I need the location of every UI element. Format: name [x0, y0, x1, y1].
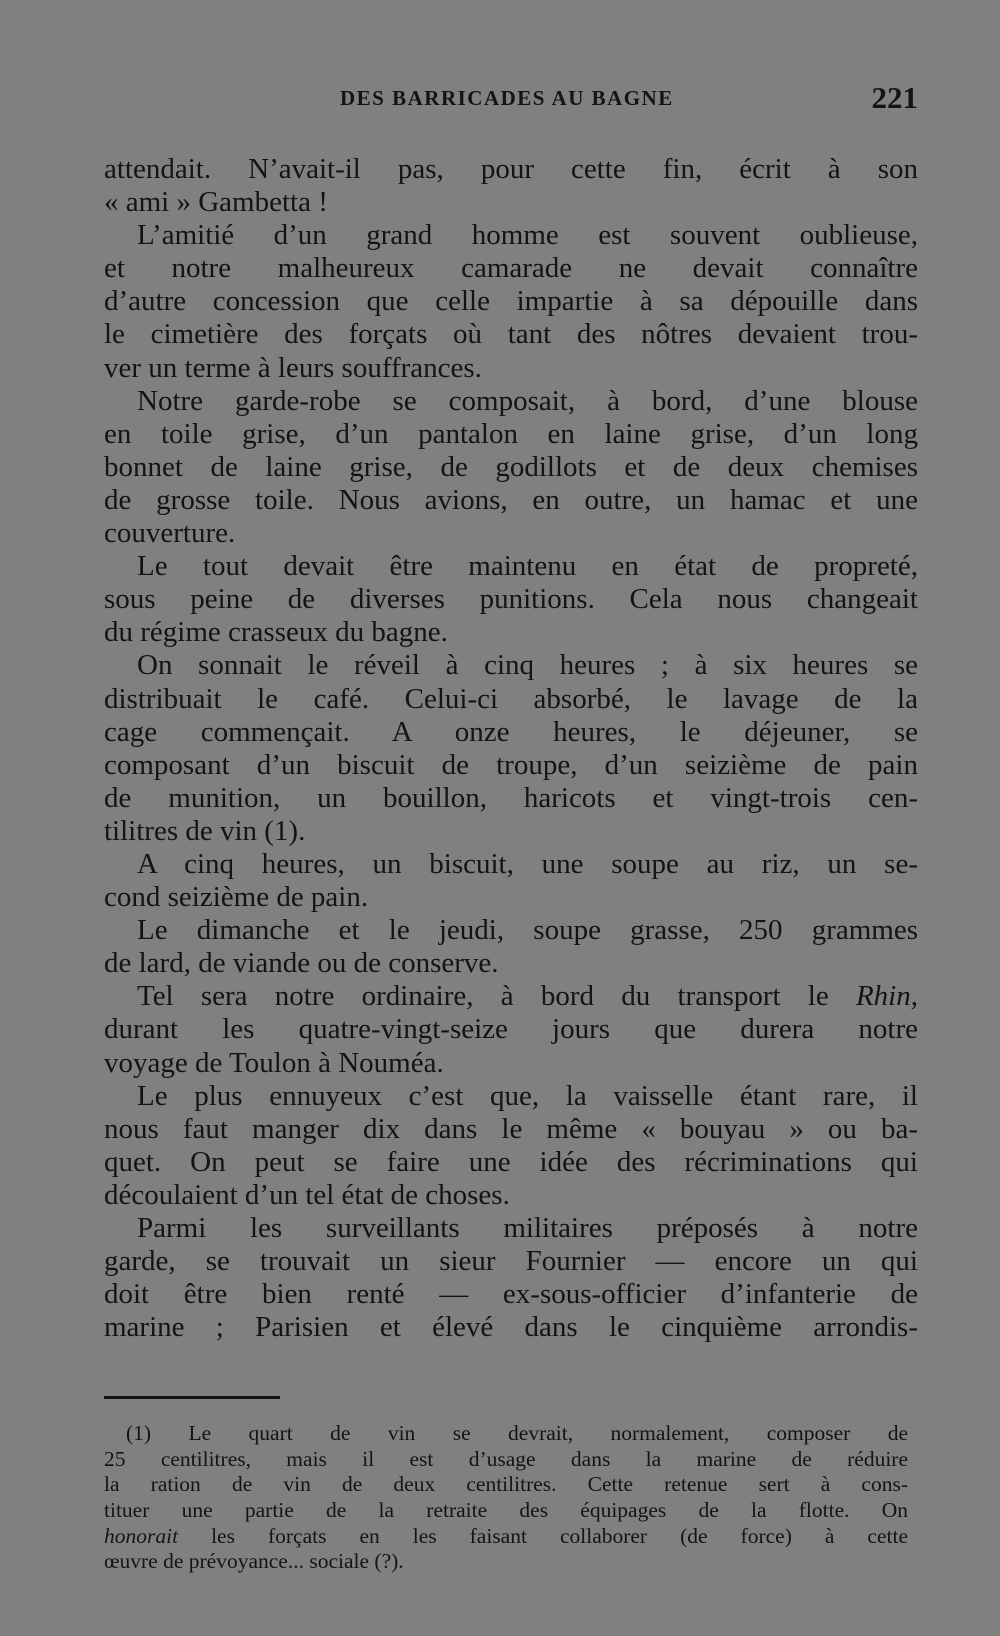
text-line: L’amitié d’un grand homme est souvent oublieuse, [137, 219, 918, 252]
running-head: DES BARRICADES AU BAGNE [340, 86, 674, 110]
footnote-line: œuvre de prévoyance... sociale (?). [104, 1549, 404, 1574]
page-number: 221 [871, 80, 918, 115]
text-line: On sonnait le réveil à cinq heures ; à six heures se [137, 649, 918, 682]
footnote-line: (1) Le quart de vin se devrait, normalement, composer de [126, 1421, 908, 1445]
text-line: bonnet de laine grise, de godillots et de deux chemises [104, 450, 918, 483]
text-line: Notre garde-robe se composait, à bord, d’une blouse [137, 384, 918, 417]
text-line: voyage de Toulon à Nouméa. [104, 1046, 444, 1079]
text-line: marine ; Parisien et élevé dans le cinquième arrondis- [104, 1311, 918, 1344]
text-line: A cinq heures, un biscuit, une soupe au riz, un se- [137, 847, 918, 880]
text-line: de grosse toile. Nous avions, en outre, un hamac et une [104, 483, 918, 516]
text-line: Le dimanche et le jeudi, soupe grasse, 250 grammes [137, 914, 918, 947]
text-line: cage commençait. A onze heures, le déjeuner, se [104, 715, 918, 748]
text-line: Parmi les surveillants militaires préposés à notre [137, 1212, 918, 1244]
text-line: ver un terme à leurs souffrances. [104, 351, 482, 384]
text-line: découlaient d’un tel état de choses. [104, 1178, 510, 1211]
text-line: distribuait le café. Celui-ci absorbé, le lavage de la [104, 682, 918, 715]
text-line: d’autre concession que celle impartie à sa dépouille dans [104, 285, 918, 318]
text-line: de lard, de viande ou de conserve. [104, 947, 499, 980]
text-line: « ami » Gambetta ! [104, 186, 328, 219]
text-line: et notre malheureux camarade ne devait connaître [104, 252, 918, 285]
text-line: de munition, un bouillon, haricots et vingt-trois cen- [104, 781, 918, 814]
text-line: doit être bien renté — ex-sous-officier d’infanterie de [104, 1278, 918, 1311]
text-line: sous peine de diverses punitions. Cela nous changeait [104, 583, 918, 616]
text-line: attendait. N’avait-il pas, pour cette fin, écrit à son [104, 153, 918, 185]
body-text [104, 153, 918, 1344]
footnote-line: la ration de vin de deux centilitres. Cette retenue sert à cons- [104, 1472, 908, 1497]
footnote-line: honorait les forçats en les faisant collaborer (de force) à cette [104, 1523, 908, 1548]
footnote-line: tituer une partie de la retraite des équipages de la flotte. On [104, 1498, 908, 1523]
footnote-line: 25 centilitres, mais il est d’usage dans la marine de réduire [104, 1446, 908, 1471]
text-line: durant les quatre-vingt-seize jours que durera notre [104, 1013, 918, 1046]
text-line: quet. On peut se faire une idée des récriminations qui [104, 1145, 918, 1178]
text-line: nous faut manger dix dans le même « bouyau » ou ba- [104, 1112, 918, 1145]
text-line: couverture. [104, 517, 236, 550]
text-line: composant d’un biscuit de troupe, d’un seizième de pain [104, 748, 918, 781]
text-line: en toile grise, d’un pantalon en laine grise, d’un long [104, 417, 918, 450]
footnote-rule [104, 1396, 280, 1399]
text-line: tilitres de vin (1). [104, 814, 306, 847]
text-line: Le tout devait être maintenu en état de propreté, [137, 550, 918, 583]
text-line: du régime crasseux du bagne. [104, 616, 448, 649]
text-line: garde, se trouvait un sieur Fournier — encore un qui [104, 1245, 918, 1278]
text-line: Le plus ennuyeux c’est que, la vaisselle étant rare, il [137, 1079, 918, 1112]
text-line: le cimetière des forçats où tant des nôtres devaient trou- [104, 318, 918, 351]
text-line: Tel sera notre ordinaire, à bord du transport le Rhin, [137, 980, 918, 1013]
footnote [104, 1421, 908, 1575]
text-line: cond seizième de pain. [104, 881, 369, 914]
